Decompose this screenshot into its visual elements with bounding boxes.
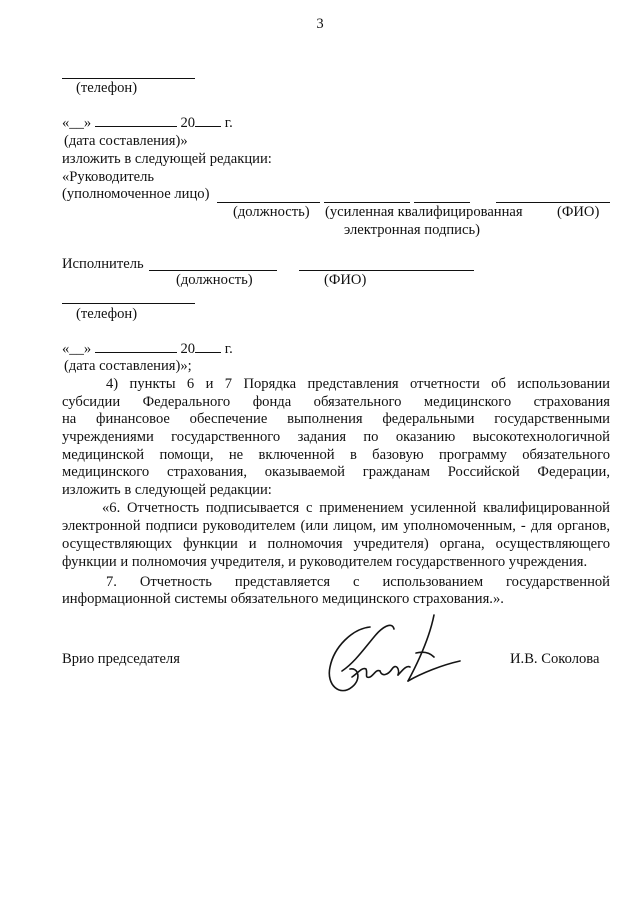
item4-line-3: на финансовое обеспечение выполнения федеральными государственными [62, 411, 610, 427]
signature-line-2 [414, 202, 470, 203]
executor-label: Исполнитель [62, 256, 144, 272]
phone-caption-2: (телефон) [76, 306, 138, 322]
phone-caption: (телефон) [76, 80, 138, 96]
item4-line-1: 4) пункты 6 и 7 Порядка представления отчетности об использовании [106, 376, 610, 392]
item6-line-4: функции и полномочия учредителя, и руководителем государственного учреждения. [62, 554, 588, 570]
item4-line-2: субсидии Федерального фонда обязательного медицинского страхования [62, 394, 610, 410]
executor-position-caption: (должность) [176, 272, 253, 288]
executor-position-line [149, 270, 277, 271]
date-suffix: г. [224, 115, 233, 131]
date-year-prefix-2: 20 [180, 341, 196, 357]
date-month-blank [95, 126, 177, 127]
intro-text: изложить в следующей редакции: [62, 151, 272, 167]
authorized-label: (уполномоченное лицо) [62, 186, 210, 202]
item4-line-5: медицинской помощи, не включенной в базовую программу обязательного [62, 447, 610, 463]
phone-line-2 [62, 303, 195, 304]
executor-fio-caption: (ФИО) [324, 272, 367, 288]
item4-line-4: учреждениями государственного задания по оказанию высокотехнологичной [62, 429, 610, 445]
signatory-title: Врио председателя [62, 651, 180, 667]
date-day-2: «__» [62, 341, 92, 357]
item7-line-2: информационной системы обязательного медицинского страхования.». [62, 591, 504, 607]
date-line [62, 115, 233, 132]
item4-line-6: медицинского страхования, оказываемой гражданам Российской Федерации, [62, 464, 610, 480]
date-year-prefix: 20 [180, 115, 196, 131]
date-line-2 [62, 341, 233, 358]
position-caption: (должность) [233, 204, 310, 220]
item6-line-2: электронной подписи руководителем (или лицом, им уполномоченным, - для органов, [62, 518, 610, 534]
phone-line [62, 78, 195, 79]
item6-line-3: осуществляющих функции и полномочия учредителя) органа, осуществляющего [62, 536, 610, 552]
date-year-blank [195, 126, 221, 127]
signature-line [324, 202, 410, 203]
item6-line-1: «6. Отчетность подписывается с применением усиленной квалифицированной [102, 500, 610, 516]
date-caption-2: (дата составления)»; [64, 358, 192, 374]
date-suffix-2: г. [224, 341, 233, 357]
signatory-name: И.В. Соколова [510, 651, 600, 667]
signature-caption-1: (усиленная квалифицированная [325, 204, 523, 220]
date-day: «__» [62, 115, 92, 131]
handwritten-signature [312, 605, 472, 705]
signature-caption-2: электронная подпись) [344, 222, 480, 238]
executor-fio-line [299, 270, 474, 271]
fio-line [496, 202, 610, 203]
date-month-blank-2 [95, 352, 177, 353]
item4-line-7: изложить в следующей редакции: [62, 482, 272, 498]
page-number: 3 [316, 16, 324, 32]
position-line [217, 202, 320, 203]
date-caption: (дата составления)» [64, 133, 188, 149]
head-label: «Руководитель [62, 169, 155, 185]
fio-caption: (ФИО) [557, 204, 600, 220]
date-year-blank-2 [195, 352, 221, 353]
item7-line-1: 7. Отчетность представляется с использованием государственной [106, 574, 610, 590]
